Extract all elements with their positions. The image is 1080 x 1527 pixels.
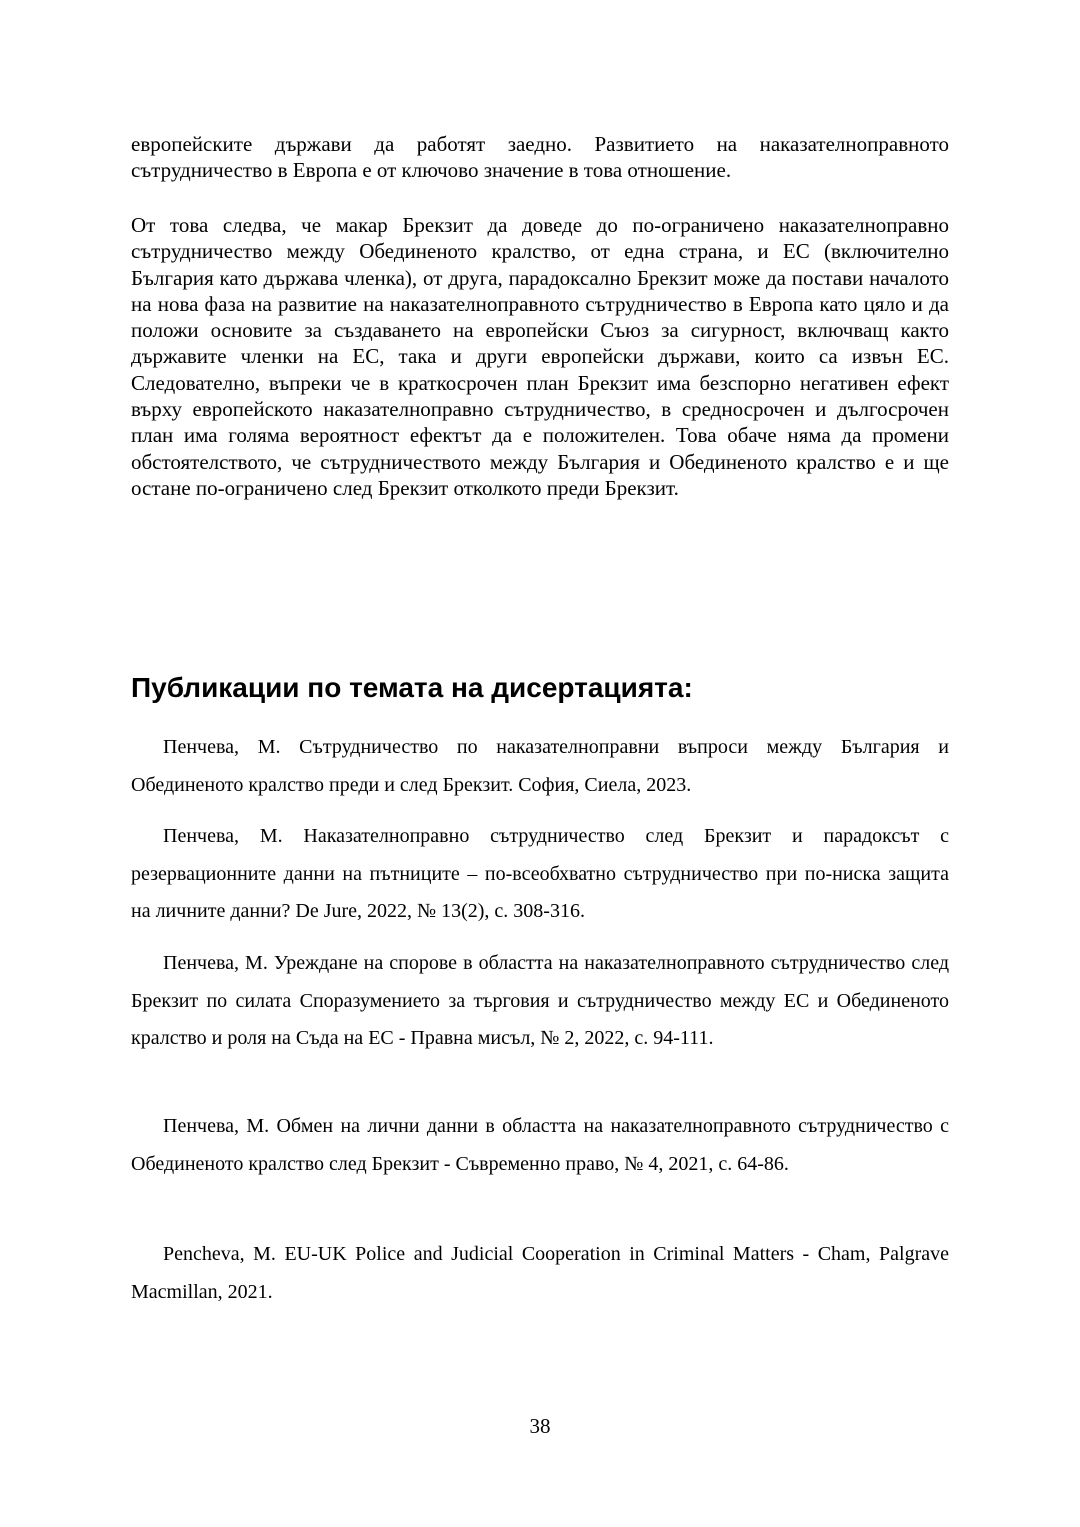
body-paragraph: европейските държави да работят заедно. Развитието на наказателноправното сътрудничество в Европа е от ключово значение в това отношение. bbox=[131, 132, 949, 183]
publication-entry: Пенчева, М. Наказателноправно сътрудничество след Брекзит и парадоксът с резервационните данни на пътниците – по-всеобхватно сътрудничество при по-ниска защита на личните данни? De Jure, 2022, № 13(2), с. 308-316. bbox=[131, 825, 949, 922]
publications-heading: Публикации по темата на дисертацията: bbox=[131, 672, 693, 703]
publication-entry: Пенчева, М. Сътрудничество по наказателноправни въпроси между България и Обединеното кралство преди и след Брекзит. София, Сиела, 2023. bbox=[131, 736, 949, 796]
body-paragraph: От това следва, че макар Брекзит да доведе до по-ограничено наказателноправно сътрудничество между Обединеното кралство, от една страна, и ЕС (включително България като държава членка), от друга, парадоксално Брекзит може да постави началото на нова фаза на развитие на наказателноправното сътрудничество в Европа като цяло и да положи основите за създаването на европейски Съюз за сигурност, включващ както държавите членки на ЕС, така и други европейски държави, които са извън ЕС. Следователно, въпреки че в краткосрочен план Брекзит има безспорно негативен ефект върху европейското наказателноправно сътрудничество, в средносрочен и дългосрочен план има голяма вероятност ефектът да е положителен. Това обаче няма да промени обстоятелството, че сътрудничеството между България и Обединеното кралство е и ще остане по-ограничено след Брекзит отколкото преди Брекзит. bbox=[131, 213, 949, 500]
publication-entry: Pencheva, M. EU-UK Police and Judicial Cooperation in Criminal Matters - Cham, Palgrave Macmillan, 2021. bbox=[131, 1243, 949, 1303]
publication-entry: Пенчева, М. Обмен на лични данни в областта на наказателноправното сътрудничество с Обединеното кралство след Брекзит - Съвременно право, № 4, 2021, с. 64-86. bbox=[131, 1115, 949, 1175]
page-number: 38 bbox=[529, 1414, 551, 1438]
publication-entry: Пенчева, М. Уреждане на спорове в областта на наказателноправното сътрудничество след Брекзит по силата Споразумението за търговия и сътрудничество между ЕС и Обединеното кралство и роля на Съда на ЕС - Правна мисъл, № 2, 2022, с. 94-111. bbox=[131, 952, 949, 1049]
